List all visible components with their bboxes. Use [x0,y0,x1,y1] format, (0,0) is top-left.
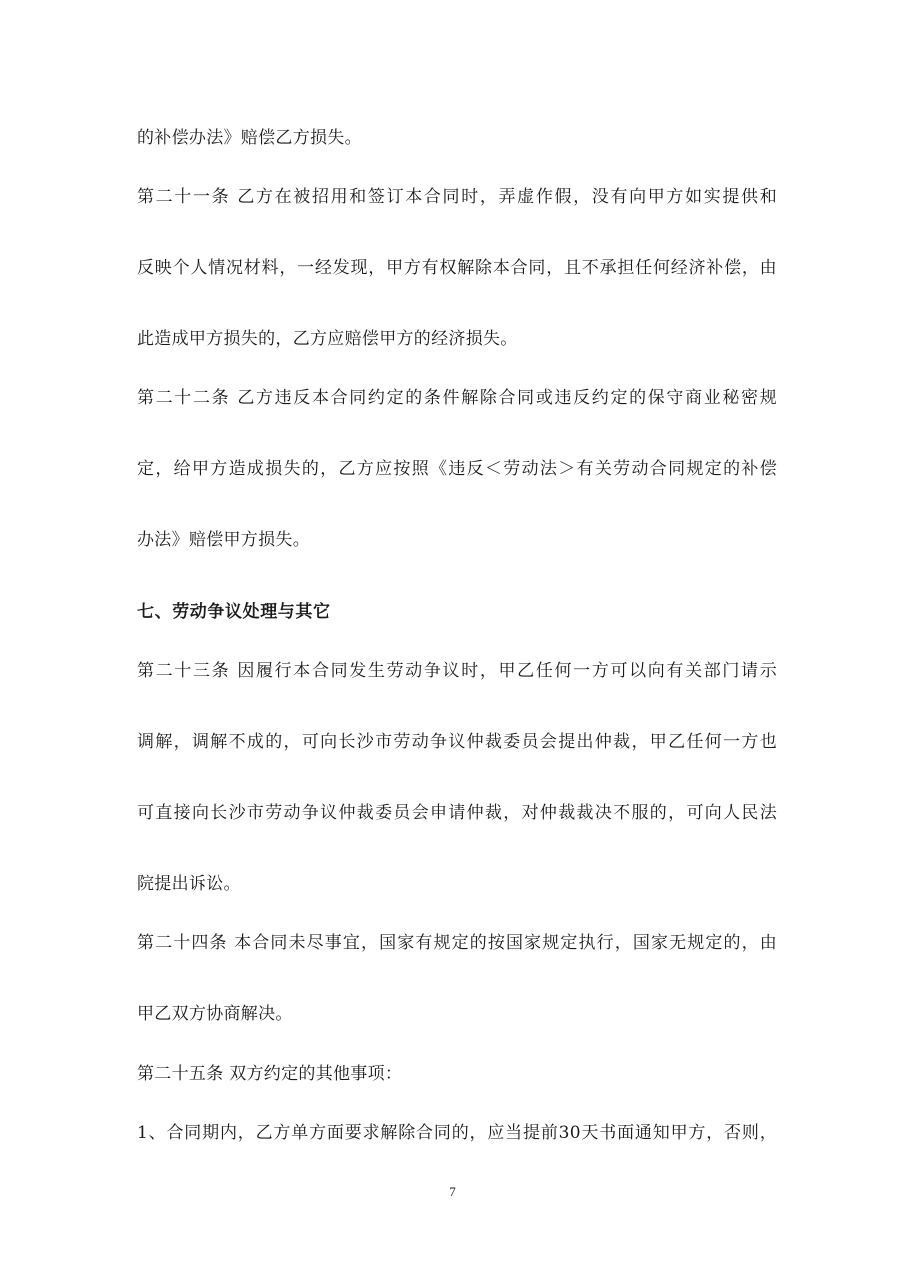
text-line-3: 反映个人情况材料，一经发现，甲方有权解除本合同，且不承担任何经济补偿，由 [137,258,777,278]
text-line-14: 甲乙双方协商解决。 [137,1004,293,1024]
text-line-7: 办法》赔偿甲方损失。 [137,530,310,550]
text-line-1: 的补偿办法》赔偿乙方损失。 [137,128,362,148]
text-line-16: 1、合同期内，乙方单方面要求解除合同的，应当提前30天书面通知甲方，否则， [137,1123,777,1143]
text-line-10: 调解，调解不成的，可向长沙市劳动争议仲裁委员会提出仲裁，甲乙任何一方也 [137,732,777,752]
text-line-13: 第二十四条 本合同未尽事宜，国家有规定的按国家规定执行，国家无规定的，由 [137,933,777,953]
text-line-6: 定，给甲方造成损失的，乙方应按照《违反＜劳动法＞有关劳动合同规定的补偿 [137,459,777,479]
page-number: 7 [449,1184,456,1199]
text-line-4: 此造成甲方损失的，乙方应赔偿甲方的经济损失。 [137,329,518,349]
text-line-9: 第二十三条 因履行本合同发生劳动争议时，甲乙任何一方可以向有关部门请示 [137,661,777,681]
text-line-5: 第二十二条 乙方违反本合同约定的条件解除合同或违反约定的保守商业秘密规 [137,388,777,408]
text-line-11: 可直接向长沙市劳动争议仲裁委员会申请仲裁，对仲裁裁决不服的，可向人民法 [137,803,777,823]
section-heading: 七、劳动争议处理与其它 [137,602,331,622]
text-line-15: 第二十五条 双方约定的其他事项： [137,1064,403,1084]
text-line-2: 第二十一条 乙方在被招用和签订本合同时，弄虚作假，没有向甲方如实提供和 [137,187,777,207]
text-line-12: 院提出诉讼。 [137,874,241,894]
